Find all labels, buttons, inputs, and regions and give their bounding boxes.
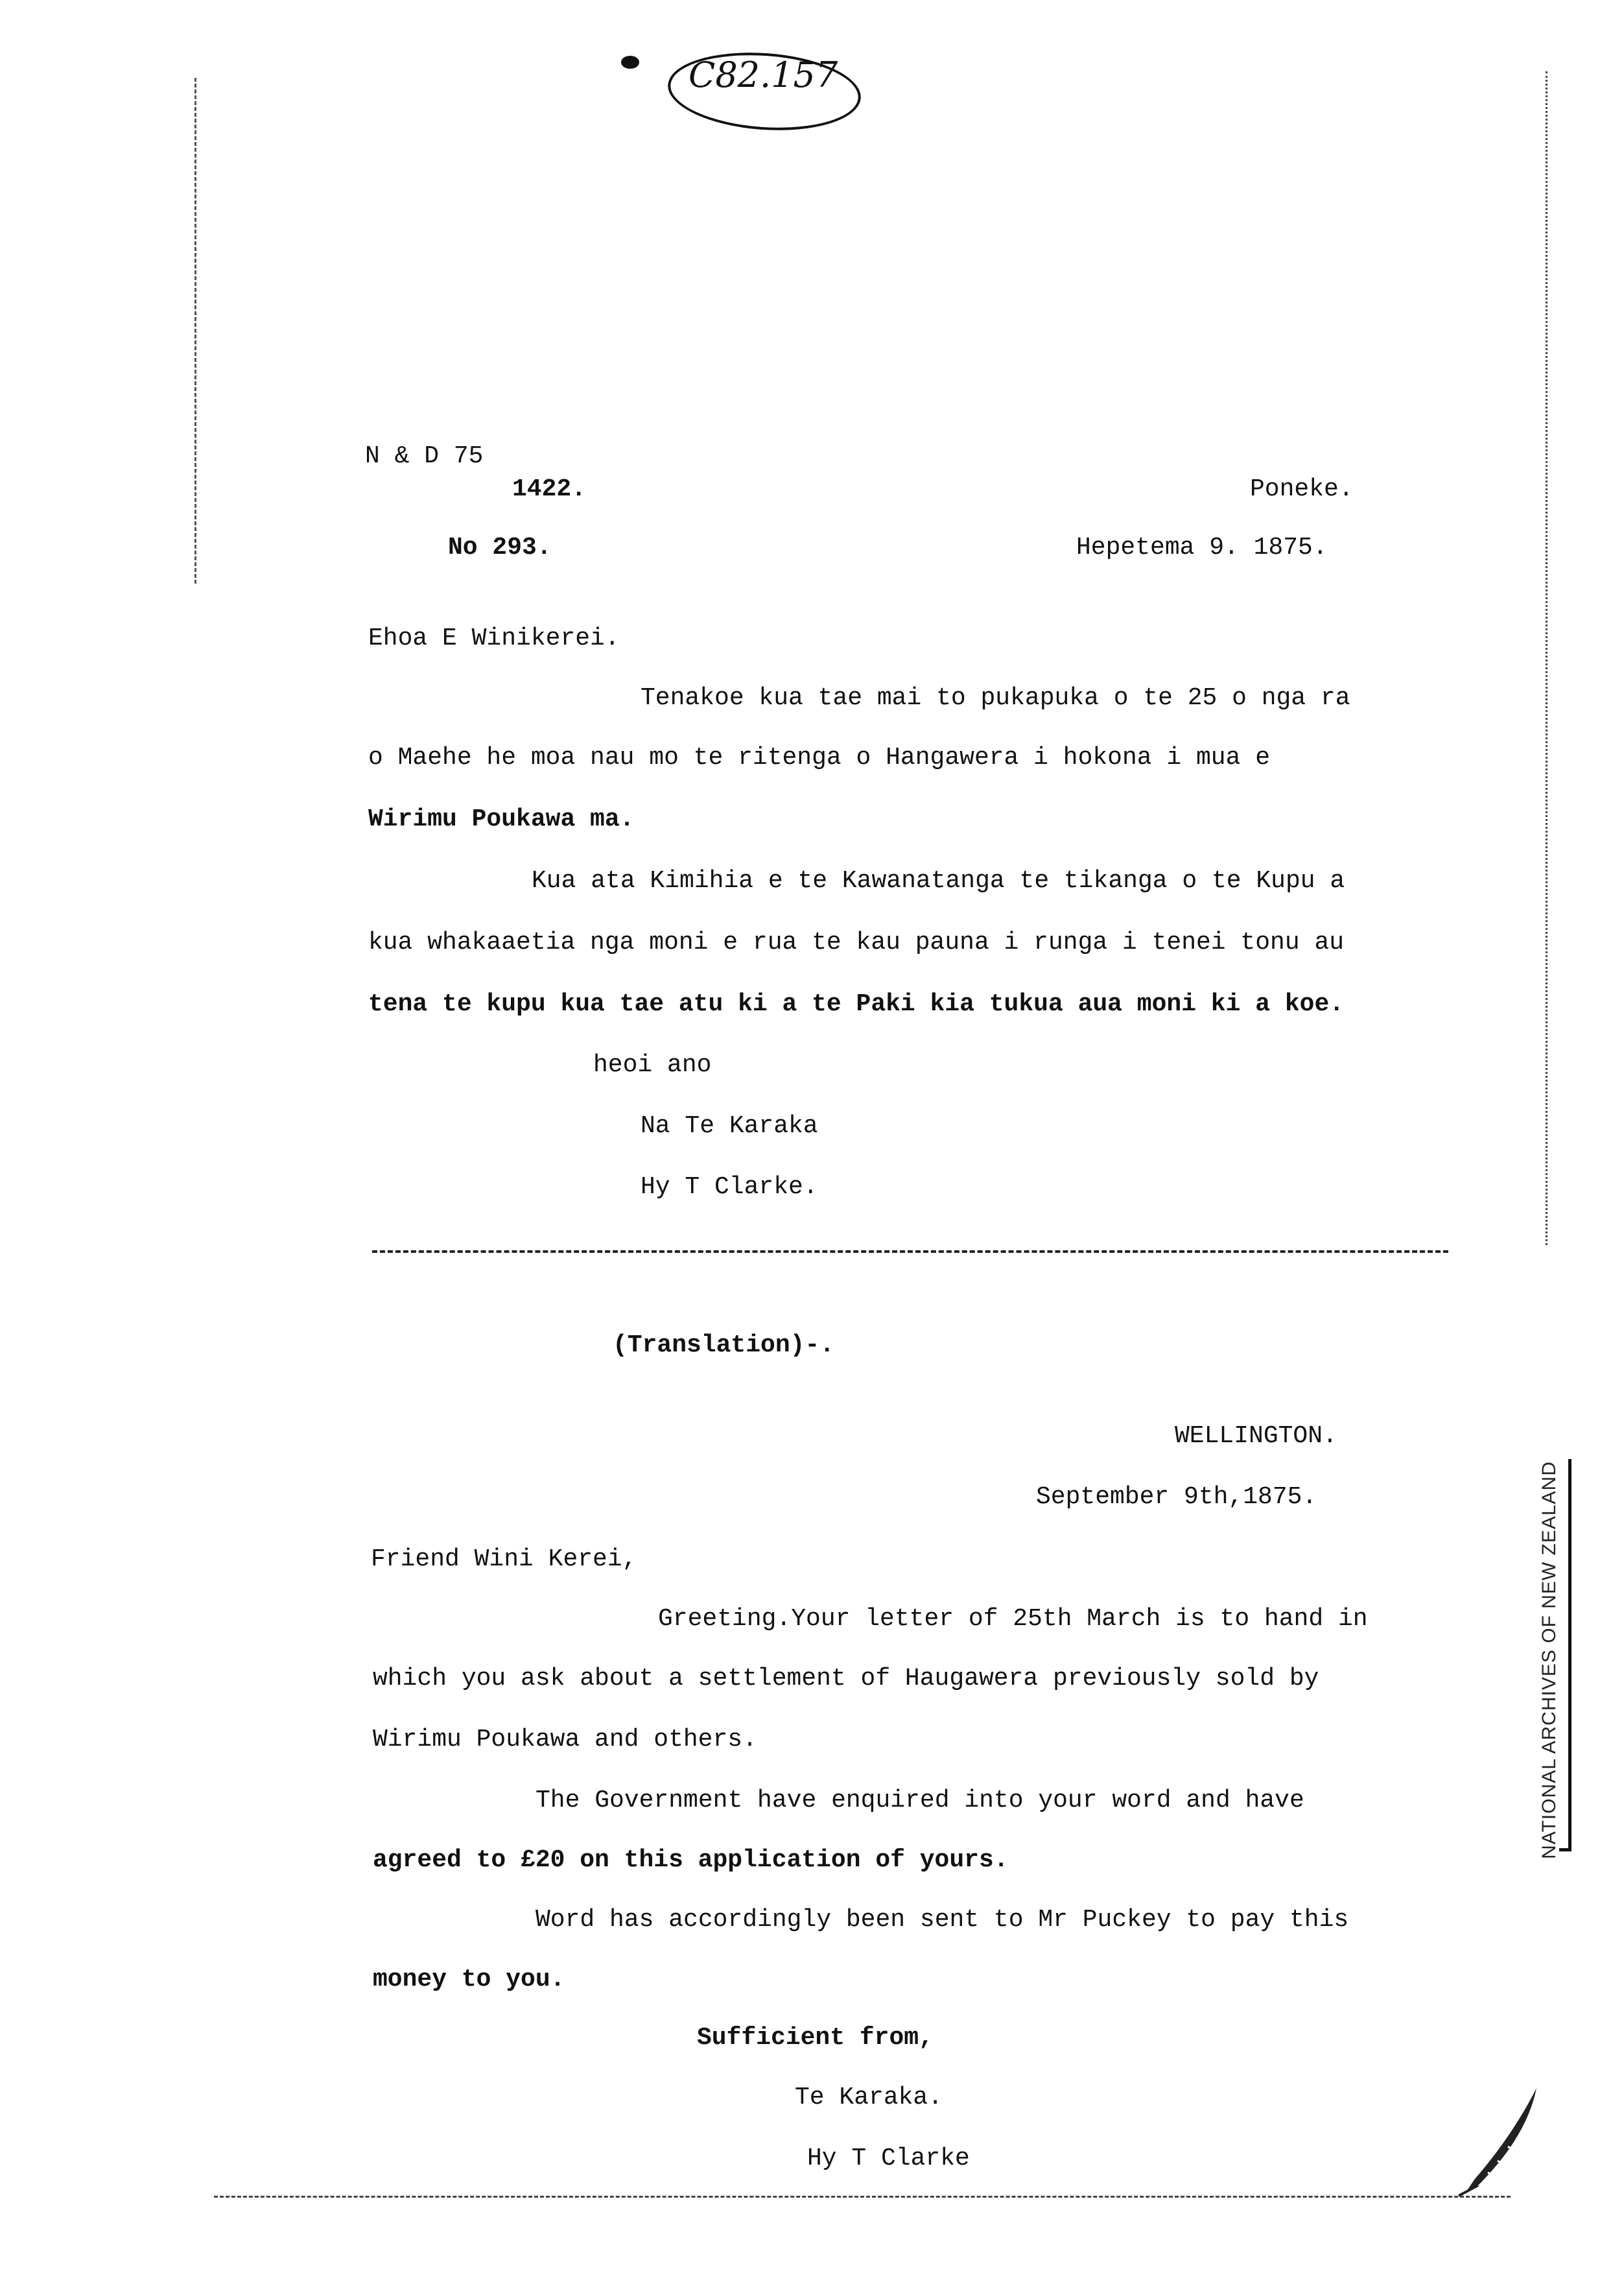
translation-para3-line2: money to you. [373,1966,565,1993]
maori-para1-line1: Tenakoe kua tae mai to pukapuka o te 25 o nga ra [641,684,1350,712]
translation-closing: Sufficient from, [697,2024,934,2052]
ink-dot [621,56,639,69]
translation-para2-line2: agreed to £20 on this application of yours. [373,1846,1009,1874]
translation-heading: (Translation)-. [613,1331,835,1359]
translation-para2-line1: The Government have enquired into your word and have [535,1787,1304,1814]
section-divider [372,1250,1448,1253]
right-margin-mark [1546,71,1548,1245]
translation-date: September 9th,1875. [1036,1483,1317,1511]
reference-number: 1422. [512,475,587,503]
translation-para1-line3: Wirimu Poukawa and others. [373,1726,757,1753]
maori-closing: heoi ano [593,1051,712,1079]
letter-number: No 293. [448,534,552,562]
maori-signature-1: Na Te Karaka [641,1112,818,1140]
maori-para2-line2: kua whakaaetia nga moni e rua te kau pauna i runga i tenei tonu au [368,929,1345,957]
date-maori: Hepetema 9. 1875. [1076,534,1328,562]
translation-salutation: Friend Wini Kerei, [371,1545,637,1573]
translation-signature-2: Hy T Clarke [807,2145,970,2172]
maori-para2-line3: tena te kupu kua tae atu ki a te Paki kia tukua aua moni ki a koe. [368,990,1345,1018]
translation-para3-line1: Word has accordingly been sent to Mr Puckey to pay this [535,1906,1349,1934]
maori-para1-line3: Wirimu Poukawa ma. [368,805,635,833]
maori-para1-line2: o Maehe he moa nau mo te ritenga o Hangawera i hokona i mua e [368,744,1271,772]
place-maori: Poneke. [1250,475,1354,503]
left-margin-mark [194,78,196,584]
archive-stamp-bracket [1559,1459,1571,1851]
bottom-edge-mark [214,2196,1511,2198]
archive-stamp: NATIONAL ARCHIVES OF NEW ZEALAND [1538,1461,1560,1859]
translation-signature-1: Te Karaka. [795,2084,943,2111]
handwritten-reference: C82.157 [688,54,838,95]
translation-para1-line1: Greeting.Your letter of 25th March is to hand in [658,1605,1368,1633]
maori-salutation: Ehoa E Winikerei. [368,624,620,652]
reference-code: N & D 75 [365,442,484,470]
quill-icon [1452,2082,1549,2198]
maori-signature-2: Hy T Clarke. [641,1173,818,1201]
maori-para2-line1: Kua ata Kimihia e te Kawanatanga te tikanga o te Kupu a [532,867,1345,895]
translation-para1-line2: which you ask about a settlement of Haugawera previously sold by [373,1665,1319,1693]
translation-place: WELLINGTON. [1175,1422,1337,1450]
